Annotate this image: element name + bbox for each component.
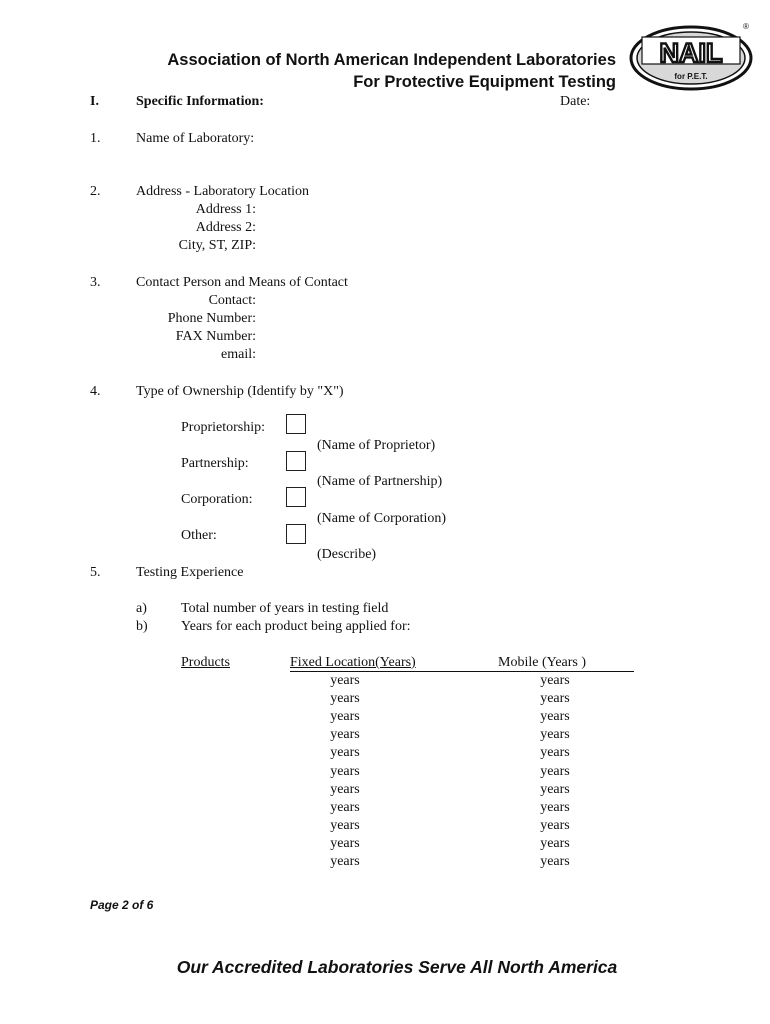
org-title-line1: Association of North American Independent Laboratories xyxy=(167,51,616,69)
address-title: Address - Laboratory Location xyxy=(136,184,309,199)
mobile-years-cell: years xyxy=(540,745,570,761)
address2-label: Address 2: xyxy=(195,220,256,235)
mobile-years-cell: years xyxy=(540,673,570,688)
date-label: Date: xyxy=(560,94,591,109)
fax-label: FAX Number: xyxy=(175,329,256,344)
mobile-years-cell: years xyxy=(540,691,570,707)
fixed-years-cell: years xyxy=(330,673,360,688)
phone-label: Phone Number: xyxy=(167,311,256,326)
fixed-years-cell: years xyxy=(330,817,360,833)
fixed-years-cell: years xyxy=(330,781,360,797)
proprietorship-checkbox[interactable] xyxy=(286,414,306,434)
item-number-4: 4. xyxy=(90,384,101,399)
fixed-location-column-header: Fixed Location(Years) xyxy=(290,655,416,670)
ownership-hint: (Name of Partnership) xyxy=(317,474,443,489)
fixed-years-cell: years xyxy=(330,854,360,869)
fixed-years-cell: years xyxy=(330,763,360,779)
footer-tagline: Our Accredited Laboratories Serve All North America xyxy=(176,957,618,977)
item-number-5: 5. xyxy=(90,565,101,580)
other-checkbox[interactable] xyxy=(286,524,306,544)
fixed-years-cell: years xyxy=(330,709,360,725)
total-years-label: Total number of years in testing field xyxy=(181,601,389,616)
registered-mark: ® xyxy=(743,22,749,31)
mobile-column-header: Mobile (Years ) xyxy=(498,655,587,670)
mobile-years-cell: years xyxy=(540,817,570,833)
mobile-years-cell: years xyxy=(540,854,570,869)
fixed-years-cell: years xyxy=(330,745,360,761)
nail-logo xyxy=(628,20,756,92)
sub-item-marker: b) xyxy=(136,619,148,634)
mobile-years-cell: years xyxy=(540,709,570,725)
ownership-hint: (Describe) xyxy=(317,547,377,562)
org-title-line2: For Protective Equipment Testing xyxy=(353,73,616,91)
logo-subtext: for P.E.T. xyxy=(674,72,708,81)
ownership-label: Proprietorship: xyxy=(181,420,265,435)
email-label: email: xyxy=(221,347,256,362)
fixed-years-cell: years xyxy=(330,799,360,815)
years-per-product-label: Years for each product being applied for: xyxy=(181,619,411,634)
item-number-2: 2. xyxy=(90,184,101,199)
fixed-years-cell: years xyxy=(330,691,360,707)
ownership-label: Other: xyxy=(181,528,217,543)
mobile-years-cell: years xyxy=(540,781,570,797)
sub-item-marker: a) xyxy=(136,601,147,616)
city-state-zip-label: City, ST, ZIP: xyxy=(178,238,256,253)
item-number-3: 3. xyxy=(90,275,101,290)
contact-title: Contact Person and Means of Contact xyxy=(136,275,348,290)
mobile-years-cell: years xyxy=(540,763,570,779)
page-number: Page 2 of 6 xyxy=(90,898,154,912)
ownership-hint: (Name of Proprietor) xyxy=(317,438,436,453)
item-number-1: 1. xyxy=(90,131,101,146)
mobile-years-cell: years xyxy=(540,835,570,851)
address1-label: Address 1: xyxy=(195,202,256,217)
ownership-title: Type of Ownership (Identify by "X") xyxy=(136,384,344,399)
ownership-label: Corporation: xyxy=(181,492,253,507)
contact-label: Contact: xyxy=(208,293,256,308)
ownership-label: Partnership: xyxy=(181,456,249,471)
ownership-hint: (Name of Corporation) xyxy=(317,511,447,526)
products-column-header: Products xyxy=(181,655,230,670)
fixed-years-cell: years xyxy=(330,835,360,851)
mobile-years-cell: years xyxy=(540,799,570,815)
logo-text: NAIL xyxy=(659,38,723,68)
partnership-checkbox[interactable] xyxy=(286,451,306,471)
section-title: Specific Information: xyxy=(136,94,264,109)
fixed-years-cell: years xyxy=(330,727,360,743)
lab-name-label: Name of Laboratory: xyxy=(136,131,255,146)
testing-title: Testing Experience xyxy=(136,565,244,580)
mobile-years-cell: years xyxy=(540,727,570,743)
corporation-checkbox[interactable] xyxy=(286,487,306,507)
section-number: I. xyxy=(90,94,99,109)
